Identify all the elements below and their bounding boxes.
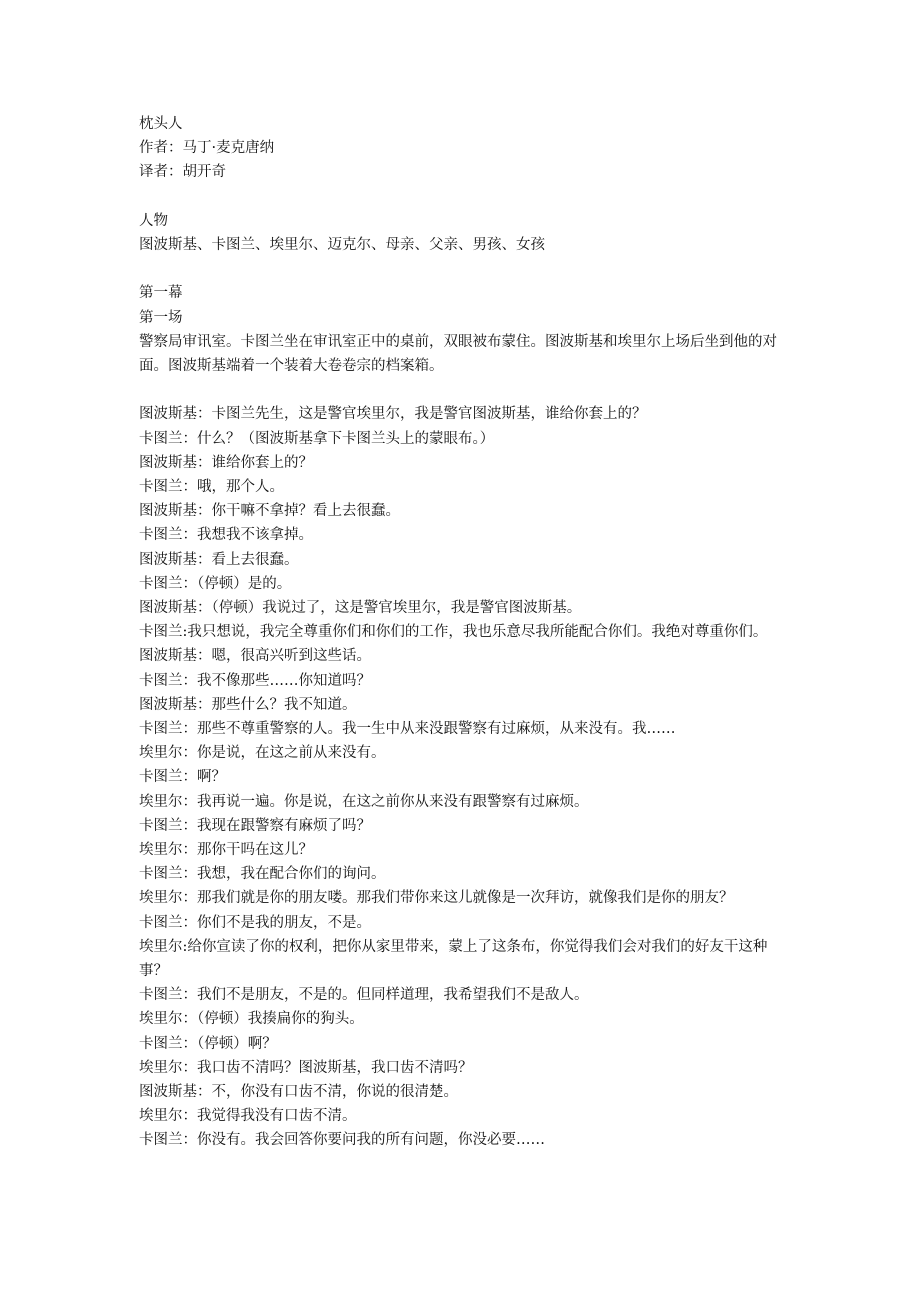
dialogue-line: 卡图兰：（停顿）啊？ [139,1035,277,1052]
dialogue-line: 图波斯基：看上去很蠢。 [139,551,299,568]
dialogue-line: 埃里尔：那我们就是你的朋友喽。那我们带你来这儿就像是一次拜访，就像我们是你的朋友？ [139,890,734,907]
dialogue-line: 卡图兰：啊？ [139,769,226,786]
spacer [139,185,789,209]
dialogue-line: 卡图兰：我想我不该拿掉。 [139,527,313,544]
dialogue-line: 卡图兰：我想，我在配合你们的询问。 [139,866,386,883]
dialogue-line: 卡图兰：我不像那些……你知道吗？ [139,672,371,689]
dialogue-line: 卡图兰:我只想说，我完全尊重你们和你们的工作，我也乐意尽我所能配合你们。我绝对尊重你们。 [139,624,768,641]
spacer [139,378,789,402]
characters-list: 图波斯基、卡图兰、埃里尔、迈克尔、母亲、父亲、男孩、女孩 [139,237,545,253]
dialogue-line: 卡图兰：（停顿）是的。 [139,575,292,592]
dialogue-line: 卡图兰：哦，那个人。 [139,479,284,495]
dialogue-line: 图波斯基：谁给你套上的？ [139,454,313,471]
dialogue-line: 图波斯基：卡图兰先生，这是警官埃里尔，我是警官图波斯基，谁给你套上的？ [139,406,647,423]
document-page [139,112,789,1153]
dialogue-line: 卡图兰：我们不是朋友，不是的。但同样道理，我希望我们不是敌人。 [139,987,589,1004]
dialogue-line: 埃里尔：我口齿不清吗？图波斯基，我口齿不清吗？ [139,1059,473,1076]
dialogue-line: 图波斯基：不，你没有口齿不清，你说的很清楚。 [139,1084,458,1101]
characters-heading: 人物 [139,212,168,229]
dialogue-line: 埃里尔：那你干吗在这儿？ [139,842,313,859]
spacer [139,257,789,281]
scene-heading: 第一场 [139,309,183,326]
dialogue-line: 埃里尔：你是说，在这之前从来没有。 [139,745,386,762]
dialogue-line: 卡图兰：什么？（图波斯基拿下卡图兰头上的蒙眼布。） [139,430,495,447]
author-line: 作者：马丁·麦克唐纳 [139,140,275,157]
dialogue-line: 卡图兰：你们不是我的朋友，不是。 [139,914,371,931]
dialogue-line: 卡图兰：你没有。我会回答你要问我的所有问题，你没必要…… [139,1132,545,1149]
dialogue-line: 埃里尔：我觉得我没有口齿不清。 [139,1108,357,1125]
dialogue-line: 卡图兰：那些不尊重警察的人。我一生中从来没跟警察有过麻烦，从来没有。我…… [139,721,676,738]
dialogue-line: 埃里尔：（停顿）我揍扁你的狗头。 [139,1011,364,1028]
dialogue-line: 图波斯基：你干嘛不拿掉？看上去很蠢。 [139,503,400,520]
dialogue-line: 卡图兰：我现在跟警察有麻烦了吗？ [139,817,371,834]
dialogue-line: 图波斯基：那些什么？我不知道。 [139,696,357,713]
translator-line: 译者：胡开奇 [139,164,226,181]
dialogue-line: 图波斯基：（停顿）我说过了，这是警官埃里尔，我是警官图波斯基。 [139,600,582,617]
dialogue-line: 埃里尔：我再说一遍。你是说，在这之前你从来没有跟警察有过麻烦。 [139,793,589,810]
act-heading: 第一幕 [139,285,183,302]
play-title: 枕头人 [139,116,183,132]
dialogue-line: 埃里尔:给你宣读了你的权利，把你从家里带来，蒙上了这条布，你觉得我们会对我们的好友干这种事？ [139,938,768,980]
stage-direction: 警察局审讯室。卡图兰坐在审讯室正中的桌前，双眼被布蒙住。图波斯基和埃里尔上场后坐到他的对面。图波斯基端着一个装着大卷卷宗的档案箱。 [139,333,777,374]
dialogue-line: 图波斯基：嗯，很高兴听到这些话。 [139,648,371,665]
